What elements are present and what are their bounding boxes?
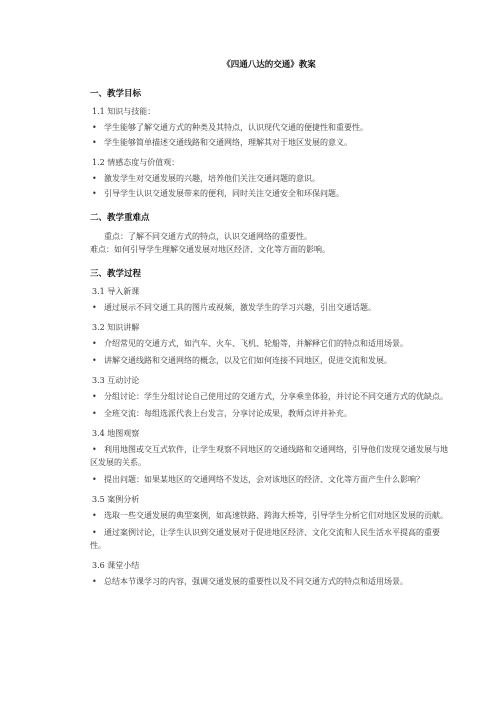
list-item: • 学生能够了解交通方式的种类及其特点，认识现代交通的便捷性和重要性。	[90, 121, 452, 134]
subsection-case	[90, 494, 452, 552]
subsection-heading: 3.3 互动讨论	[92, 376, 140, 385]
subsection-knowledge	[90, 106, 452, 149]
subsection-heading: 3.4 地图观察	[92, 429, 140, 438]
subsection-intro	[90, 286, 452, 314]
subsection-lecture	[90, 322, 452, 367]
section-goals	[90, 87, 452, 200]
subsection-heading: 1.2 情感态度与价值观：	[92, 158, 180, 167]
subsection-heading: 3.5 案例分析	[92, 495, 140, 504]
subsection-heading: 3.1 导入新课	[92, 287, 140, 296]
section-heading: 三、教学过程	[90, 269, 142, 279]
subsection-discussion	[90, 375, 452, 420]
list-item: • 选取一些交通发展的典型案例，如高速铁路、跨海大桥等，引导学生分析它们对地区发展的贡献。	[90, 509, 452, 522]
list-item: • 学生能够简单描述交通线路和交通网络，理解其对于地区发展的意义。	[90, 136, 452, 149]
list-item: • 通过展示不同交通工具的图片或视频，激发学生的学习兴趣，引出交通话题。	[90, 301, 452, 314]
list-item: • 提出问题：如果某地区的交通网络不发达，会对该地区的经济、文化等方面产生什么影响？	[90, 473, 452, 486]
subsection-heading: 3.6 课堂小结	[92, 561, 140, 570]
section-keys	[90, 211, 452, 256]
document-title: 《四通八达的交通》教案	[222, 60, 316, 70]
list-item: • 引导学生认识交通发展带来的便利，同时关注交通安全和环保问题。	[90, 187, 452, 200]
list-item: • 激发学生对交通发展的兴趣，培养他们关注交通问题的意识。	[90, 172, 452, 185]
subsection-heading: 3.2 知识讲解	[92, 323, 140, 332]
focus-text: 重点：了解不同交通方式的特点，认识交通网络的重要性。	[104, 232, 312, 241]
subsection-heading: 1.1 知识与技能：	[92, 107, 156, 116]
list-item: • 讲解交通线路和交通网络的概念，以及它们如何连接不同地区，促进交流和发展。	[90, 354, 452, 367]
list-item: • 分组讨论：学生分组讨论自己使用过的交通方式，分享乘坐体验，并讨论不同交通方式的优缺点。	[90, 390, 452, 403]
section-heading: 一、教学目标	[90, 89, 142, 99]
subsection-attitude	[90, 157, 452, 200]
section-process	[90, 267, 452, 588]
subsection-map	[90, 428, 452, 486]
list-item: • 总结本节课学习的内容，强调交通发展的重要性以及不同交通方式的特点和适用场景。	[90, 575, 452, 588]
list-item: • 全班交流：每组选派代表上台发言，分享讨论成果，教师点评并补充。	[90, 407, 452, 420]
list-item: • 利用地图或交互式软件，让学生观察不同地区的交通线路和交通网络，引导他们发现交通发展与地区发展的关系。	[90, 443, 452, 469]
list-item: • 介绍常见的交通方式，如汽车、火车、飞机、轮船等，并解释它们的特点和适用场景。	[90, 337, 452, 350]
subsection-summary	[90, 560, 452, 588]
difficulty-text: 难点：如何引导学生理解交通发展对地区经济、文化等方面的影响。	[90, 245, 330, 254]
section-heading: 二、教学重难点	[90, 213, 150, 223]
list-item: • 通过案例讨论，让学生认识到交通发展对于促进地区经济、文化交流和人民生活水平提高的重要性。	[90, 526, 452, 552]
